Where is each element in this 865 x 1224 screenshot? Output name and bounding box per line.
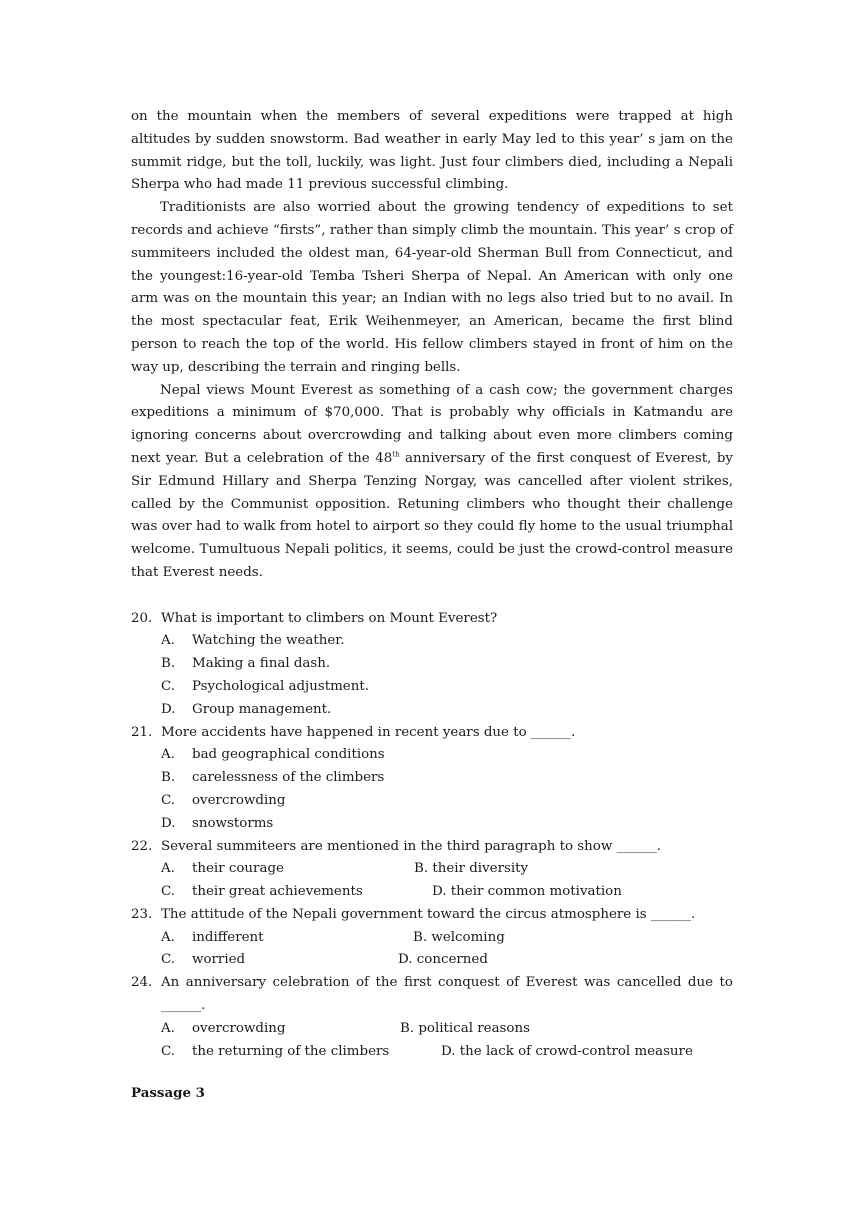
- option-letter-c: C.: [161, 952, 176, 968]
- option-letter-a: A.: [161, 929, 175, 945]
- option-text: carelessness of the climbers: [192, 770, 385, 786]
- option-b: B. their diversity: [414, 861, 529, 877]
- option-d: [161, 813, 733, 836]
- option-row-cd: [161, 949, 733, 972]
- paragraph-3-part-1: Nepal views Mount Everest as something of a cash cow; the government charges expeditions a minimum of $70,000. That is probably why officials in Katmandu are ignoring concerns about overcrowding and talking about even more climbers coming next year. But a celebration of the 48: [131, 382, 733, 466]
- option-d: D. the lack of crowd-control measure: [441, 1043, 693, 1059]
- option-letter: A.: [161, 747, 175, 763]
- option-text: Group management.: [192, 701, 332, 717]
- paragraph-1: on the mountain when the members of several expeditions were trapped at high altitudes by sudden snowstorm. Bad weather in early May led to this year’ s jam on the summit ridge, but the toll, luckily, was light. Just four climbers died, including a Nepali Sherpa who had made 11 previous successful climbing.: [131, 109, 733, 193]
- option-row-ab: [161, 1018, 733, 1041]
- question-text: The attitude of the Nepali government toward the circus atmosphere is ______.: [161, 906, 696, 922]
- option-a-text: overcrowding: [192, 1020, 286, 1036]
- option-c: [161, 790, 733, 813]
- option-a: [161, 630, 733, 653]
- question-24: [131, 972, 733, 1063]
- option-d: [161, 699, 733, 722]
- option-d: D. concerned: [398, 952, 488, 968]
- option-letter: C.: [161, 678, 176, 694]
- option-row-cd: [161, 1041, 733, 1064]
- option-c-text: worried: [192, 952, 246, 968]
- passage-heading: Passage 3: [131, 1085, 206, 1101]
- question-22: [131, 836, 733, 904]
- question-number: 22.: [131, 838, 153, 854]
- option-a-text: their courage: [192, 861, 284, 877]
- option-letter-c: C.: [161, 884, 176, 900]
- option-c-text: the returning of the climbers: [192, 1043, 390, 1059]
- question-text: What is important to climbers on Mount Everest?: [161, 610, 498, 626]
- option-b: B. welcoming: [413, 929, 505, 945]
- question-23: [131, 904, 733, 972]
- option-row-ab: [161, 927, 733, 950]
- option-c-text: their great achievements: [192, 884, 363, 900]
- question-number: 23.: [131, 906, 153, 922]
- option-letter: D.: [161, 701, 176, 717]
- option-letter-a: A.: [161, 861, 175, 877]
- option-a-text: indifferent: [192, 929, 264, 945]
- option-d: D. their common motivation: [432, 884, 622, 900]
- option-text: bad geographical conditions: [192, 747, 385, 763]
- document-page: [131, 106, 733, 1063]
- option-b: [161, 653, 733, 676]
- paragraph-3: [131, 380, 733, 585]
- question-21: [131, 722, 733, 836]
- question-number: 20.: [131, 610, 153, 626]
- option-letter-c: C.: [161, 1043, 176, 1059]
- option-letter: D.: [161, 815, 176, 831]
- question-20: [131, 608, 733, 722]
- paragraph-2: Traditionists are also worried about the growing tendency of expeditions to set records and achieve “firsts”, rather than simply climb the mountain. This year’ s crop of summiteers included the oldest man, 64-year-old Sherman Bull from Connecticut, and the youngest:16-year-old Temba Tsheri Sherpa of Nepal. An American with only one arm was on the mountain this year; an Indian with no legs also tried but to no avail. In the most spectacular feat, Erik Weihenmeyer, an American, became the first blind person to reach the top of the world. His fellow climbers stayed in front of him on the way up, describing the terrain and ringing bells.: [131, 200, 733, 375]
- paragraph-3-part-2: anniversary of the first conquest of Everest, by Sir Edmund Hillary and Sherpa Tenzing Norgay, was cancelled after violent strikes, called by the Communist opposition. Retuning climbers who thought their challenge was over had to walk from hotel to airport so they could fly home to the usual triumphal welcome. Tumultuous Nepali politics, it seems, could be just the crowd-control measure that Everest needs.: [131, 450, 733, 580]
- option-a: [161, 744, 733, 767]
- option-c: [161, 676, 733, 699]
- option-text: Psychological adjustment.: [192, 678, 369, 694]
- option-letter: B.: [161, 656, 176, 672]
- option-row-ab: [161, 858, 733, 881]
- option-text: Making a final dash.: [192, 656, 331, 672]
- option-letter: A.: [161, 633, 175, 649]
- option-row-cd: [161, 881, 733, 904]
- option-b: [161, 767, 733, 790]
- question-text: An anniversary celebration of the first conquest of Everest was cancelled due to ______.: [161, 975, 733, 1014]
- option-text: overcrowding: [192, 792, 286, 808]
- option-text: snowstorms: [192, 815, 274, 831]
- option-letter: B.: [161, 770, 176, 786]
- option-letter-a: A.: [161, 1020, 175, 1036]
- question-text: Several summiteers are mentioned in the third paragraph to show ______.: [161, 838, 661, 854]
- option-letter: C.: [161, 792, 176, 808]
- ordinal-superscript: th: [392, 450, 400, 459]
- question-text: More accidents have happened in recent years due to ______.: [161, 724, 576, 740]
- option-b: B. political reasons: [400, 1020, 530, 1036]
- question-number: 21.: [131, 724, 153, 740]
- question-number: 24.: [131, 975, 153, 991]
- option-text: Watching the weather.: [192, 633, 345, 649]
